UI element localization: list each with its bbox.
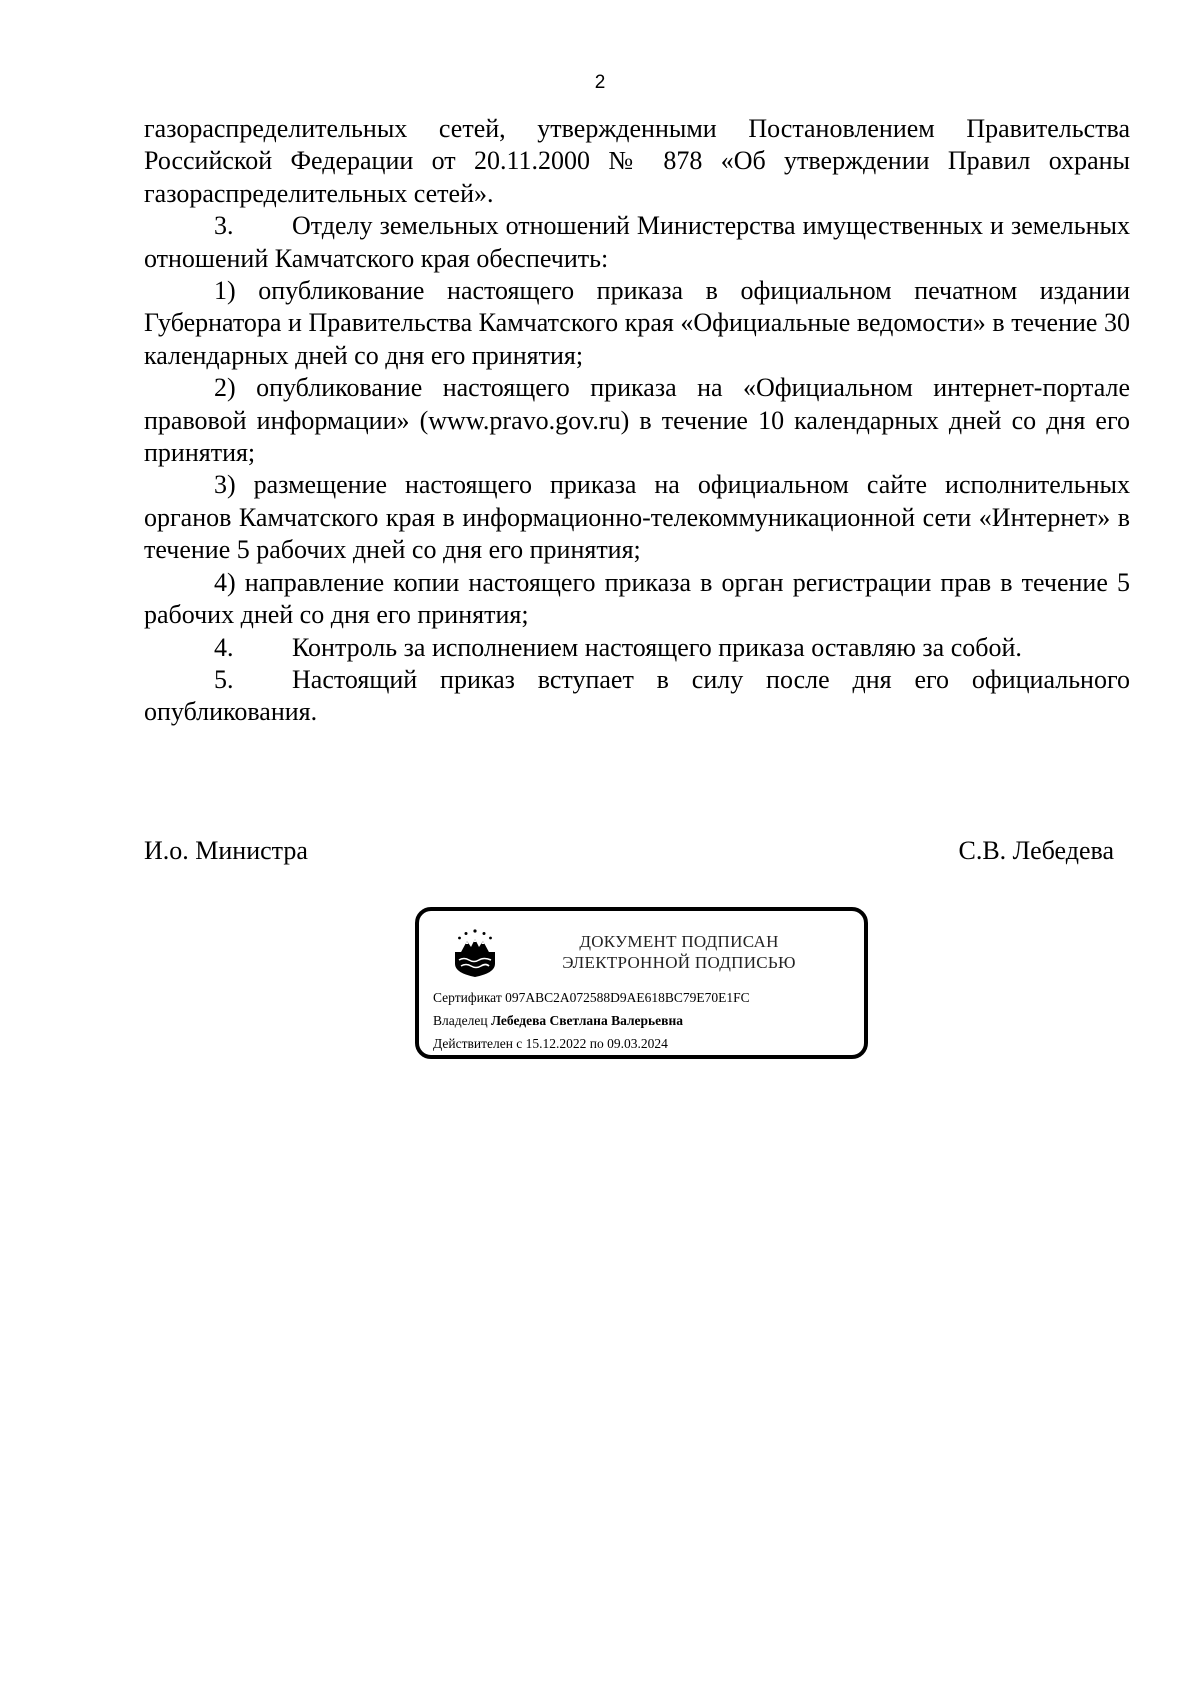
- validity-from: 15.12.2022: [525, 1036, 587, 1051]
- subitem-1: 1) опубликование настоящего приказа в официальном печатном издании Губернатора и Правительства Камчатского края «Официальные ведомости» в течение 30 календарных дней со дня его принятия;: [144, 276, 1130, 370]
- signer-position: И.о. Министра: [144, 836, 308, 865]
- page-number: 2: [594, 72, 606, 93]
- validity-line: [433, 1032, 863, 1055]
- item-3-text: Отделу земельных отношений Министерства имущественных и земельных отношений Камчатского края обеспечить:: [144, 211, 1130, 273]
- document-body: [144, 113, 1130, 729]
- item-4-text: Контроль за исполнением настоящего приказа оставляю за собой.: [292, 632, 1022, 662]
- stamp-title: [519, 931, 839, 973]
- item-4-number: 4.: [214, 632, 234, 662]
- paragraph-continuation: газораспределительных сетей, утвержденными Постановлением Правительства Российской Федерации от 20.11.2000 № 878 «Об утверждении Правил охраны газораспределительных сетей».: [144, 114, 1130, 208]
- signature-row: [144, 836, 1114, 866]
- owner-value: Лебедева Светлана Валерьевна: [490, 1013, 683, 1028]
- item-3-number: 3.: [214, 211, 234, 241]
- owner-label: Владелец: [433, 1013, 488, 1028]
- electronic-signature-stamp: [415, 907, 868, 1059]
- signer-name: С.В. Лебедева: [958, 836, 1114, 865]
- validity-to-label: по: [589, 1036, 604, 1051]
- item-3: [144, 210, 1130, 275]
- subitem-4: 4) направление копии настоящего приказа в орган регистрации прав в течение 5 рабочих дней со дня его принятия;: [144, 567, 1130, 630]
- stamp-title-line2: ЭЛЕКТРОННОЙ ПОДПИСЬЮ: [562, 953, 796, 972]
- item-5-text: Настоящий приказ вступает в силу после дня его официального опубликования.: [144, 664, 1130, 727]
- certificate-line: [433, 986, 863, 1009]
- subitem-3: 3) размещение настоящего приказа на официальном сайте исполнительных органов Камчатского края в информационно-телекоммуникационной сети «Интернет» в течение 5 рабочих дней со дня его принятия;: [144, 470, 1130, 565]
- validity-to: 09.03.2024: [607, 1036, 668, 1051]
- subitem-2: 2) опубликование настоящего приказа на «Официальном интернет-портале правовой информации» (www.pravo.gov.ru) в течение 10 календарных дней со дня его принятия;: [144, 373, 1130, 468]
- stamp-details: [433, 986, 863, 1055]
- kamchatka-emblem-icon: [451, 928, 499, 978]
- validity-label: Действителен с: [433, 1036, 523, 1051]
- certificate-value: 097ABC2A072588D9AE618BC79E70E1FC: [505, 990, 750, 1005]
- item-5-number: 5.: [214, 664, 234, 694]
- owner-line: [433, 1009, 863, 1032]
- item-5: [144, 664, 1130, 729]
- certificate-label: Сертификат: [433, 990, 502, 1005]
- item-4: [144, 632, 1130, 664]
- stamp-title-line1: ДОКУМЕНТ ПОДПИСАН: [579, 932, 779, 951]
